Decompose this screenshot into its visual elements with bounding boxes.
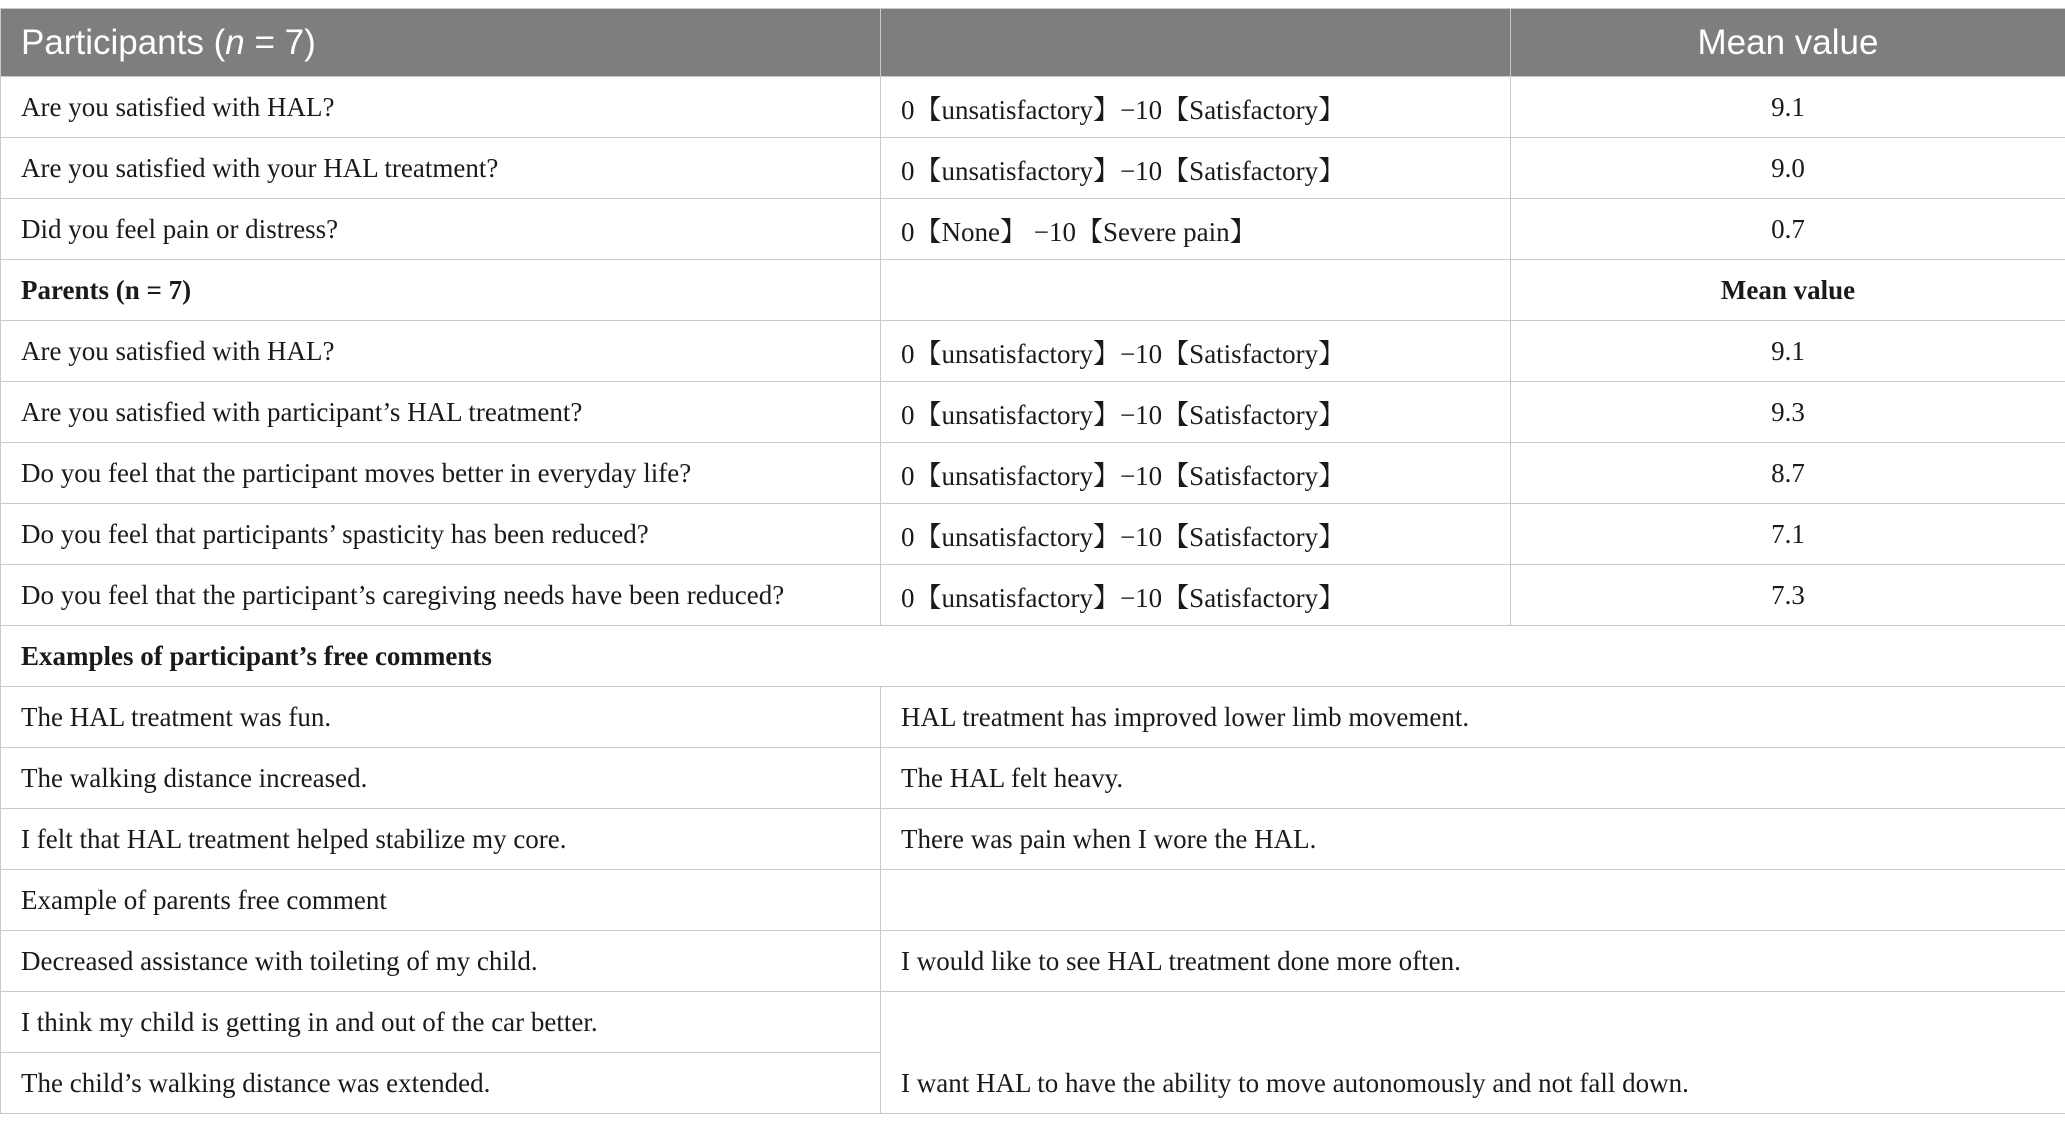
table-row (1, 199, 2065, 260)
comment-cell: The walking distance increased. (1, 748, 881, 809)
comment-row (1, 992, 2065, 1053)
participant-comments-heading: Examples of participant’s free comments (1, 626, 2065, 687)
comment-row (1, 748, 2065, 809)
participants-label-post: = 7) (244, 22, 316, 62)
scale-cell: 0【unsatisfactory】−10【Satisfactory】 (881, 565, 1511, 626)
scale-cell: 0【unsatisfactory】−10【Satisfactory】 (881, 138, 1511, 199)
question-cell: Are you satisfied with HAL? (1, 321, 881, 382)
empty-cell (881, 870, 2065, 931)
comment-cell: I think my child is getting in and out of the car better. (1, 992, 881, 1053)
participants-header-cell (1, 9, 881, 77)
question-cell: Are you satisfied with participant’s HAL treatment? (1, 382, 881, 443)
question-cell: Are you satisfied with HAL? (1, 77, 881, 138)
participant-comments-heading-row (1, 626, 2065, 687)
parent-comments-heading-row (1, 870, 2065, 931)
question-cell: Do you feel that participants’ spasticity has been reduced? (1, 504, 881, 565)
scale-cell: 0【unsatisfactory】−10【Satisfactory】 (881, 504, 1511, 565)
parents-mean-value-label: Mean value (1511, 260, 2065, 321)
question-cell: Did you feel pain or distress? (1, 199, 881, 260)
mean-cell: 9.3 (1511, 382, 2065, 443)
survey-table (0, 8, 2065, 1114)
question-cell: Do you feel that the participant moves better in everyday life? (1, 443, 881, 504)
comment-cell: Decreased assistance with toileting of my child. (1, 931, 881, 992)
comment-cell: I want HAL to have the ability to move autonomously and not fall down. (881, 992, 2065, 1114)
comment-row (1, 687, 2065, 748)
parent-comments-heading: Example of parents free comment (1, 870, 881, 931)
table-row (1, 138, 2065, 199)
participants-label-pre: Participants ( (21, 22, 226, 62)
mean-cell: 7.1 (1511, 504, 2065, 565)
scale-cell: 0【unsatisfactory】−10【Satisfactory】 (881, 77, 1511, 138)
table-row (1, 321, 2065, 382)
parents-section-row (1, 260, 2065, 321)
table-row (1, 382, 2065, 443)
comment-cell: The child’s walking distance was extended. (1, 1053, 881, 1114)
mean-cell: 9.0 (1511, 138, 2065, 199)
comment-cell: There was pain when I wore the HAL. (881, 809, 2065, 870)
table-row (1, 443, 2065, 504)
comment-cell: I would like to see HAL treatment done more often. (881, 931, 2065, 992)
parents-section-label: Parents (n = 7) (1, 260, 881, 321)
scale-cell: 0【unsatisfactory】−10【Satisfactory】 (881, 321, 1511, 382)
empty-cell (881, 260, 1511, 321)
mean-cell: 0.7 (1511, 199, 2065, 260)
scale-cell: 0【unsatisfactory】−10【Satisfactory】 (881, 382, 1511, 443)
table-row (1, 504, 2065, 565)
scale-cell: 0【unsatisfactory】−10【Satisfactory】 (881, 443, 1511, 504)
mean-cell: 7.3 (1511, 565, 2065, 626)
scale-cell: 0【None】 −10【Severe pain】 (881, 199, 1511, 260)
comment-cell: The HAL treatment was fun. (1, 687, 881, 748)
table-row (1, 77, 2065, 138)
comment-row (1, 809, 2065, 870)
mean-cell: 9.1 (1511, 77, 2065, 138)
table-header-row (1, 9, 2065, 77)
comment-cell: I felt that HAL treatment helped stabilize my core. (1, 809, 881, 870)
table-row (1, 565, 2065, 626)
scale-header-cell (881, 9, 1511, 77)
mean-cell: 8.7 (1511, 443, 2065, 504)
comment-cell: HAL treatment has improved lower limb movement. (881, 687, 2065, 748)
question-cell: Are you satisfied with your HAL treatment? (1, 138, 881, 199)
mean-cell: 9.1 (1511, 321, 2065, 382)
comment-cell: The HAL felt heavy. (881, 748, 2065, 809)
participants-label-n: n (225, 22, 245, 62)
comment-row (1, 931, 2065, 992)
question-cell: Do you feel that the participant’s caregiving needs have been reduced? (1, 565, 881, 626)
mean-value-header: Mean value (1511, 9, 2065, 77)
